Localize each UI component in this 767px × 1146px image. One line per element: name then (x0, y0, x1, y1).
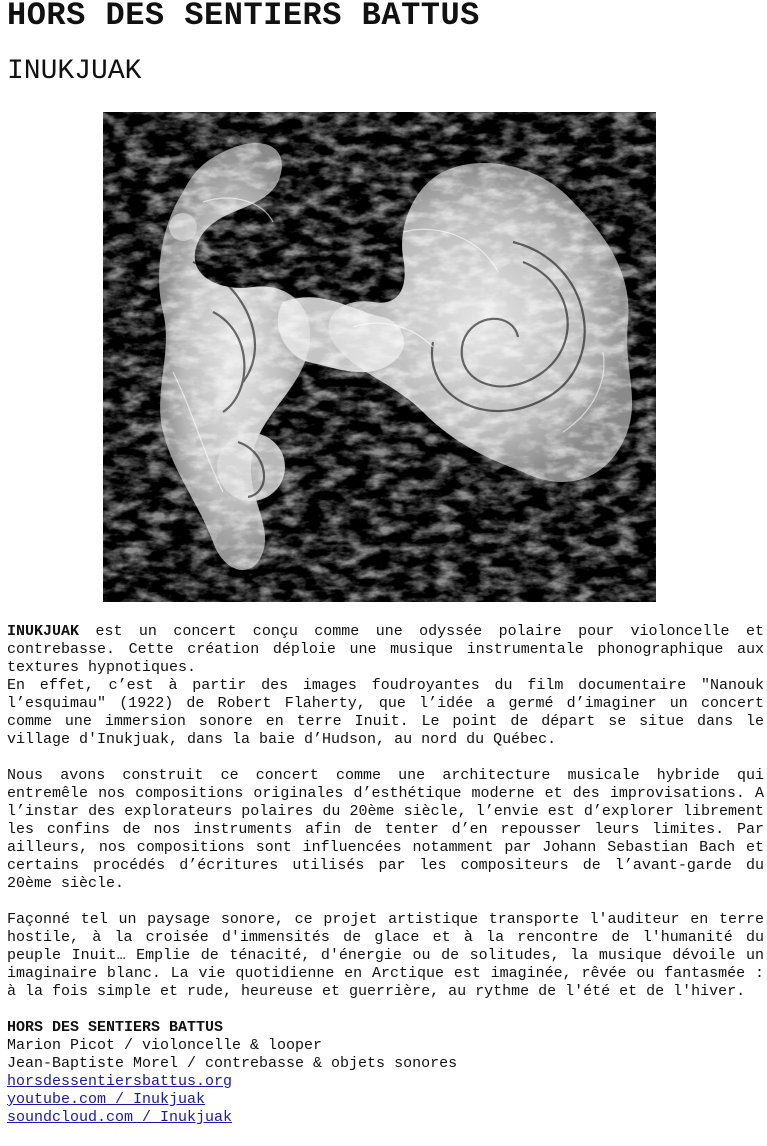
page-title: HORS DES SENTIERS BATTUS (7, 0, 480, 34)
credits-member-1: Marion Picot / violoncelle & looper (7, 1037, 323, 1054)
page-subtitle: INUKJUAK (7, 56, 142, 87)
soundcloud-link[interactable]: soundcloud.com / Inukjuak (7, 1109, 233, 1126)
intro-lead: INUKJUAK (7, 623, 80, 640)
body-text (7, 623, 764, 1127)
intro-text-1: est un concert conçu comme une odyssée polaire pour violoncelle et contrebasse. Cette création déploie une musique instrumentale phonographique aux textures hypnotiques. (7, 623, 764, 676)
intro-paragraph (7, 623, 764, 677)
cover-artwork (103, 112, 656, 602)
paragraph-landscape: Façonné tel un paysage sonore, ce projet artistique transporte l'auditeur en terre hostile, à la croisée d'immensités de glace et à la rencontre de l'humanité du peuple Inuit… Emplie de ténacité, d'énergie ou de solitudes, la musique dévoile un imaginaire blanc. La vie quotidienne en Arctique est imaginée, rêvée ou fantasmée : à la fois simple et rude, heureuse et guerrière, au rythme de l'été et de l'hiver. (7, 911, 764, 1000)
youtube-link[interactable]: youtube.com / Inukjuak (7, 1091, 206, 1108)
website-link[interactable]: horsdessentiersbattus.org (7, 1073, 233, 1090)
credits-band: HORS DES SENTIERS BATTUS (7, 1019, 224, 1036)
credits-member-2: Jean-Baptiste Morel / contrebasse & objets sonores (7, 1055, 458, 1072)
ice-swirl-image (103, 112, 656, 602)
paragraph-architecture: Nous avons construit ce concert comme une architecture musicale hybride qui entremêle nos compositions originales d’esthétique moderne et des improvisations. A l’instar des explorateurs polaires du 20ème siècle, l’envie est d’explorer librement les confins de nos instruments afin de tenter d’en repousser leurs limites. Par ailleurs, nos compositions sont influencées notamment par Johann Sebastian Bach et certains procédés d’écritures utilisés par les compositeurs de l’avant-garde du 20ème siècle. (7, 767, 764, 892)
intro-paragraph-2: En effet, c’est à partir des images foudroyantes du film documentaire "Nanouk l’esquimau" (1922) de Robert Flaherty, que l’idée a germé d’imaginer un concert comme une immersion sonore en terre Inuit. Le point de départ se situe dans le village d'Inukjuak, dans la baie d’Hudson, au nord du Québec. (7, 677, 764, 748)
